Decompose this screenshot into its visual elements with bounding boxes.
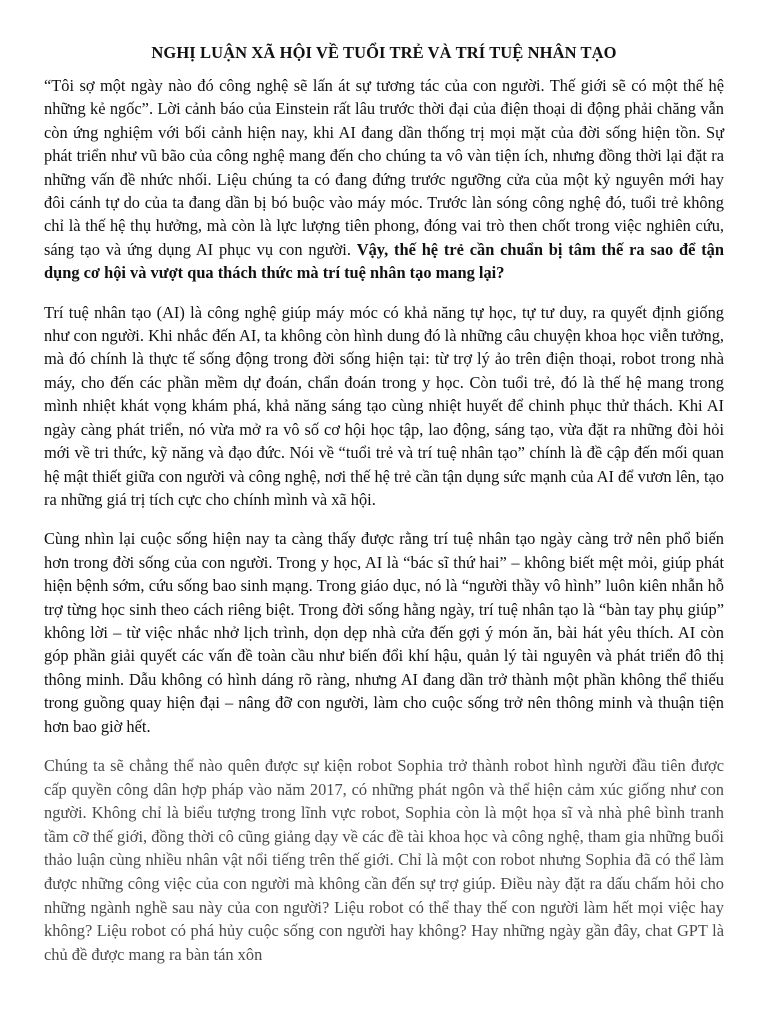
document-title: NGHỊ LUẬN XÃ HỘI VỀ TUỔI TRẺ VÀ TRÍ TUỆ NHÂN TẠO (151, 43, 617, 62)
paragraph-definition: Trí tuệ nhân tạo (AI) là công nghệ giúp máy móc có khả năng tự học, tự tư duy, ra quyết định giống như con người. Khi nhắc đến AI, ta không còn hình dung đó là những câu chuyện khoa học viễn tưởng, mà đó chính là thực tế sống động trong đời sống hiện tại: từ trợ lý ảo trên điện thoại, robot trong nhà máy, cho đến các phần mềm dự đoán, chẩn đoán trong y học. Còn tuổi trẻ, đó là thế hệ mang trong mình nhiệt khát vọng khám phá, khả năng sáng tạo cùng nhiệt huyết để chinh phục thử thách. Khi AI ngày càng phát triển, nó vừa mở ra vô số cơ hội học tập, lao động, sáng tạo, vừa đặt ra những đòi hỏi mới về tri thức, kỹ năng và đạo đức. Nói về “tuổi trẻ và trí tuệ nhân tạo” chính là đề cập đến mối quan hệ mật thiết giữa con người và công nghệ, nơi thế hệ trẻ cần tận dụng sức mạnh của AI để vươn lên, tạo ra những giá trị tích cực cho chính mình và xã hội. (44, 302, 724, 509)
paragraph-applications: Cùng nhìn lại cuộc sống hiện nay ta càng thấy được rằng trí tuệ nhân tạo ngày càng trở nên phổ biến hơn trong đời sống của con người. Trong y học, AI là “bác sĩ thứ hai” – không biết mệt mỏi, giúp phát hiện bệnh sớm, cứu sống bao sinh mạng. Trong giáo dục, nó là “người thầy vô hình” luôn kiên nhẫn hỗ trợ từng học sinh theo cách riêng biệt. Trong đời sống hằng ngày, trí tuệ nhân tạo là “bàn tay phụ giúp” không lời – từ việc nhắc nhở lịch trình, dọn dẹp nhà cửa đến gợi ý món ăn, bài hát yêu thích. AI còn góp phần giải quyết các vấn đề toàn cầu như biến đổi khí hậu, quản lý tài nguyên và phát triển đô thị thông minh. Dẫu không có hình dáng rõ ràng, nhưng AI đang dần trở thành một phần không thể thiếu trong guồng quay hiện đại – nâng đỡ con người, làm cho cuộc sống trở nên thông minh và thuận tiện hơn bao giờ hết. (44, 529, 724, 736)
paragraph-intro-question: Vậy, thế hệ trẻ cần chuẩn bị tâm thế ra sao để tận dụng cơ hội và vượt qua thách thức mà trí tuệ nhân tạo mang lại? (44, 239, 724, 283)
paragraph-intro-text: “Tôi sợ một ngày nào đó công nghệ sẽ lấn át sự tương tác của con người. Thế giới sẽ có một thế hệ những kẻ ngốc”. Lời cảnh báo của Einstein rất lâu trước thời đại của điện thoại di động phải chăng vẫn còn ứng nghiệm với bối cảnh hiện nay, khi AI đang dần thống trị mọi mặt của đời sống hiện tồn. Sự phát triển như vũ bão của công nghệ mang đến cho chúng ta vô vàn tiện ích, nhưng đồng thời lại đặt ra những vấn đề nhức nhối. Liệu chúng ta có đang đứng trước ngưỡng cửa của một kỷ nguyên mới hay đôi cánh tự do của ta đang dần bị bó buộc vào máy móc. Trước làn sóng công nghệ đó, tuổi trẻ không chỉ là thế hệ thụ hưởng, mà còn là lực lượng tiên phong, đóng vai trò then chốt trong việc nghiên cứu, sáng tạo và ứng dụng AI phục vụ con người. (44, 76, 724, 259)
paragraph-intro (44, 74, 724, 285)
paragraph-sophia: Chúng ta sẽ chẳng thể nào quên được sự kiện robot Sophia trở thành robot hình người đầu tiên được cấp quyền công dân hợp pháp vào năm 2017, có những phát ngôn và thể hiện cảm xúc giống như con người. Không chỉ là biểu tượng trong lĩnh vực robot, Sophia còn là một họa sĩ và nhà phê bình tranh tầm cỡ thế giới, đồng thời cô cũng giảng dạy về các đề tài khoa học và công nghệ, tham gia những buổi thảo luận cùng nhiều nhân vật nổi tiếng trên thế giới. Chỉ là một con robot nhưng Sophia đã có thể làm được những công việc của con người mà không cần đến sự trợ giúp. Điều này đặt ra dấu chấm hỏi cho những ngành nghề sau này của con người? Liệu robot có thể thay thế con người làm hết mọi việc hay không? Liệu robot có phá hủy cuộc sống con người hay không? Hay những ngày gần đây, chat GPT là chủ đề được mang ra bàn tán xôn (44, 755, 724, 964)
